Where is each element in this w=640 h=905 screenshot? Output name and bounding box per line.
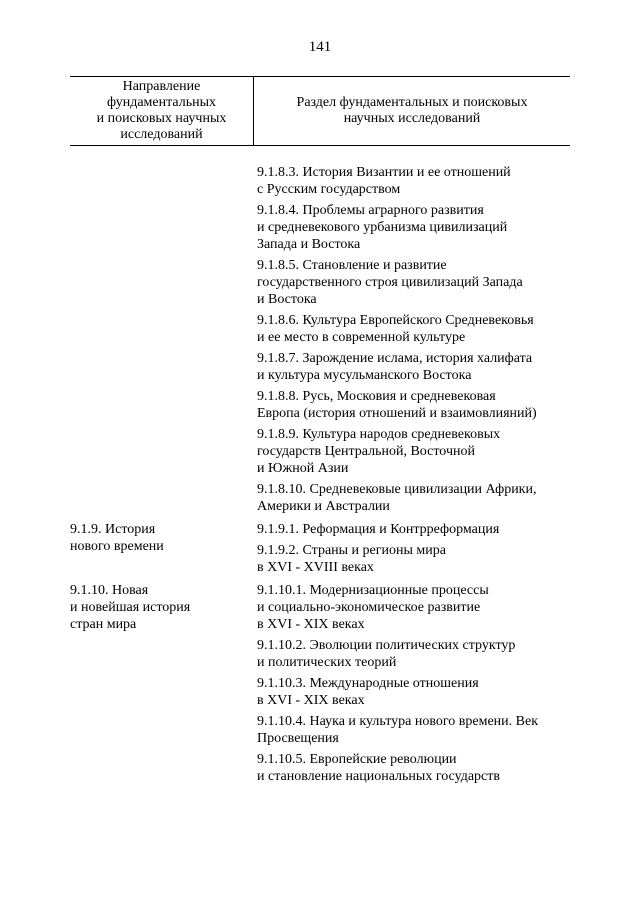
section-item: 9.1.10.3. Международные отношения в XVI - XIX веках: [257, 676, 479, 708]
section-item: 9.1.10.1. Модернизационные процессы и социально-экономическое развитие в XVI - XIX веках: [257, 583, 489, 632]
section-item: 9.1.8.7. Зарождение ислама, история халифата и культура мусульманского Востока: [257, 351, 533, 383]
direction-cell: 9.1.9. История нового времени: [70, 522, 164, 554]
header-direction: Направление фундаментальных и поисковых научных исследований: [96, 79, 227, 142]
page-number: 141: [308, 39, 332, 55]
section-item: 9.1.8.9. Культура народов средневековых государств Центральной, Восточной и Южной Азии: [257, 427, 501, 476]
section-item: 9.1.10.5. Европейские революции и становление национальных государств: [257, 752, 500, 784]
table-body: [70, 162, 570, 789]
sections-cell: [257, 162, 570, 519]
section-item: 9.1.8.4. Проблемы аграрного развития и средневекового урбанизма цивилизаций Запада и Востока: [257, 203, 508, 252]
section-item: 9.1.8.3. История Византии и ее отношений с Русским государством: [257, 165, 511, 197]
section-item: 9.1.9.1. Реформация и Контрреформация: [257, 522, 500, 537]
section-item: 9.1.8.10. Средневековые цивилизации Африки, Америки и Австралии: [257, 482, 537, 514]
section-item: 9.1.8.8. Русь, Московия и средневековая Европа (история отношений и взаимовлияний): [257, 389, 537, 421]
sections-cell: [257, 580, 570, 789]
section-item: 9.1.10.4. Наука и культура нового времени. Век Просвещения: [257, 714, 539, 746]
section-item: 9.1.9.2. Страны и регионы мира в XVI - XVIII веках: [257, 543, 446, 575]
section-item: 9.1.8.6. Культура Европейского Средневековья и ее место в современной культуре: [257, 313, 534, 345]
sections-cell: [257, 519, 570, 580]
section-item: 9.1.10.2. Эволюции политических структур и политических теорий: [257, 638, 516, 670]
table-row: [70, 162, 570, 519]
section-item: 9.1.8.5. Становление и развитие государственного строя цивилизаций Запада и Востока: [257, 258, 523, 307]
header-section: Раздел фундаментальных и поисковых научных исследований: [296, 95, 528, 126]
table-header: [70, 76, 570, 146]
table-row: [70, 519, 570, 580]
direction-cell: 9.1.10. Новая и новейшая история стран мира: [70, 583, 191, 632]
table-row: [70, 580, 570, 789]
